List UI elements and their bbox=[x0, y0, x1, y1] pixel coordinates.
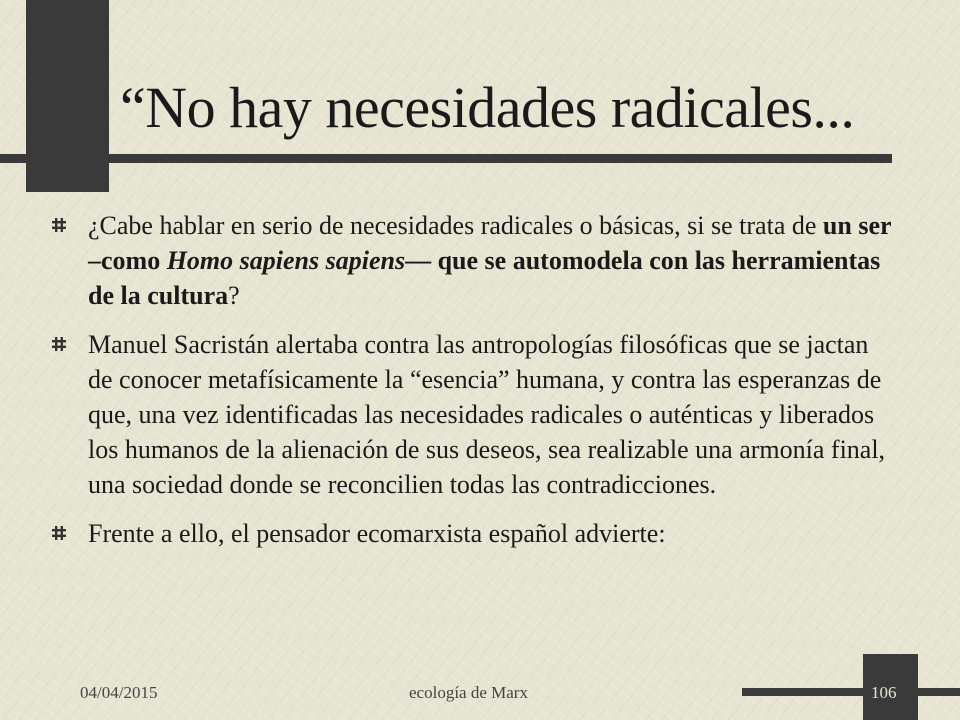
slide-title: “No hay necesidades radicales... bbox=[120, 75, 855, 140]
hash-bullet-icon bbox=[52, 526, 66, 540]
footer-title: ecología de Marx bbox=[409, 683, 528, 702]
bullet-text: Frente a ello, el pensador ecomarxista español advierte: bbox=[88, 519, 666, 548]
hash-bullet-icon bbox=[52, 218, 66, 232]
hash-bullet-icon bbox=[52, 337, 66, 351]
bullet-list bbox=[52, 208, 892, 565]
title-rule bbox=[0, 154, 892, 163]
footer-date: 04/04/2015 bbox=[80, 683, 158, 702]
bullet-text: ¿Cabe hablar en serio de necesidades radicales o básicas, si se trata de un ser –como Homo sapiens sapiens— que se automodela con las herramientas de la cultura? bbox=[88, 211, 892, 310]
bullet-item bbox=[52, 208, 892, 313]
bullet-item bbox=[52, 327, 892, 502]
footer-rule bbox=[742, 688, 960, 696]
bullet-item bbox=[52, 516, 892, 551]
page-number: 106 bbox=[871, 683, 897, 702]
top-decor-bar bbox=[26, 0, 109, 192]
bullet-text: Manuel Sacristán alertaba contra las antropologías filosóficas que se jactan de conocer metafísicamente la “esencia” humana, y contra las esperanzas de que, una vez identificadas las necesidades radicales o auténticas y liberados los humanos de la alienación de sus deseos, sea realizable una armonía final, una sociedad donde se reconcilien todas las contradicciones. bbox=[88, 330, 886, 499]
